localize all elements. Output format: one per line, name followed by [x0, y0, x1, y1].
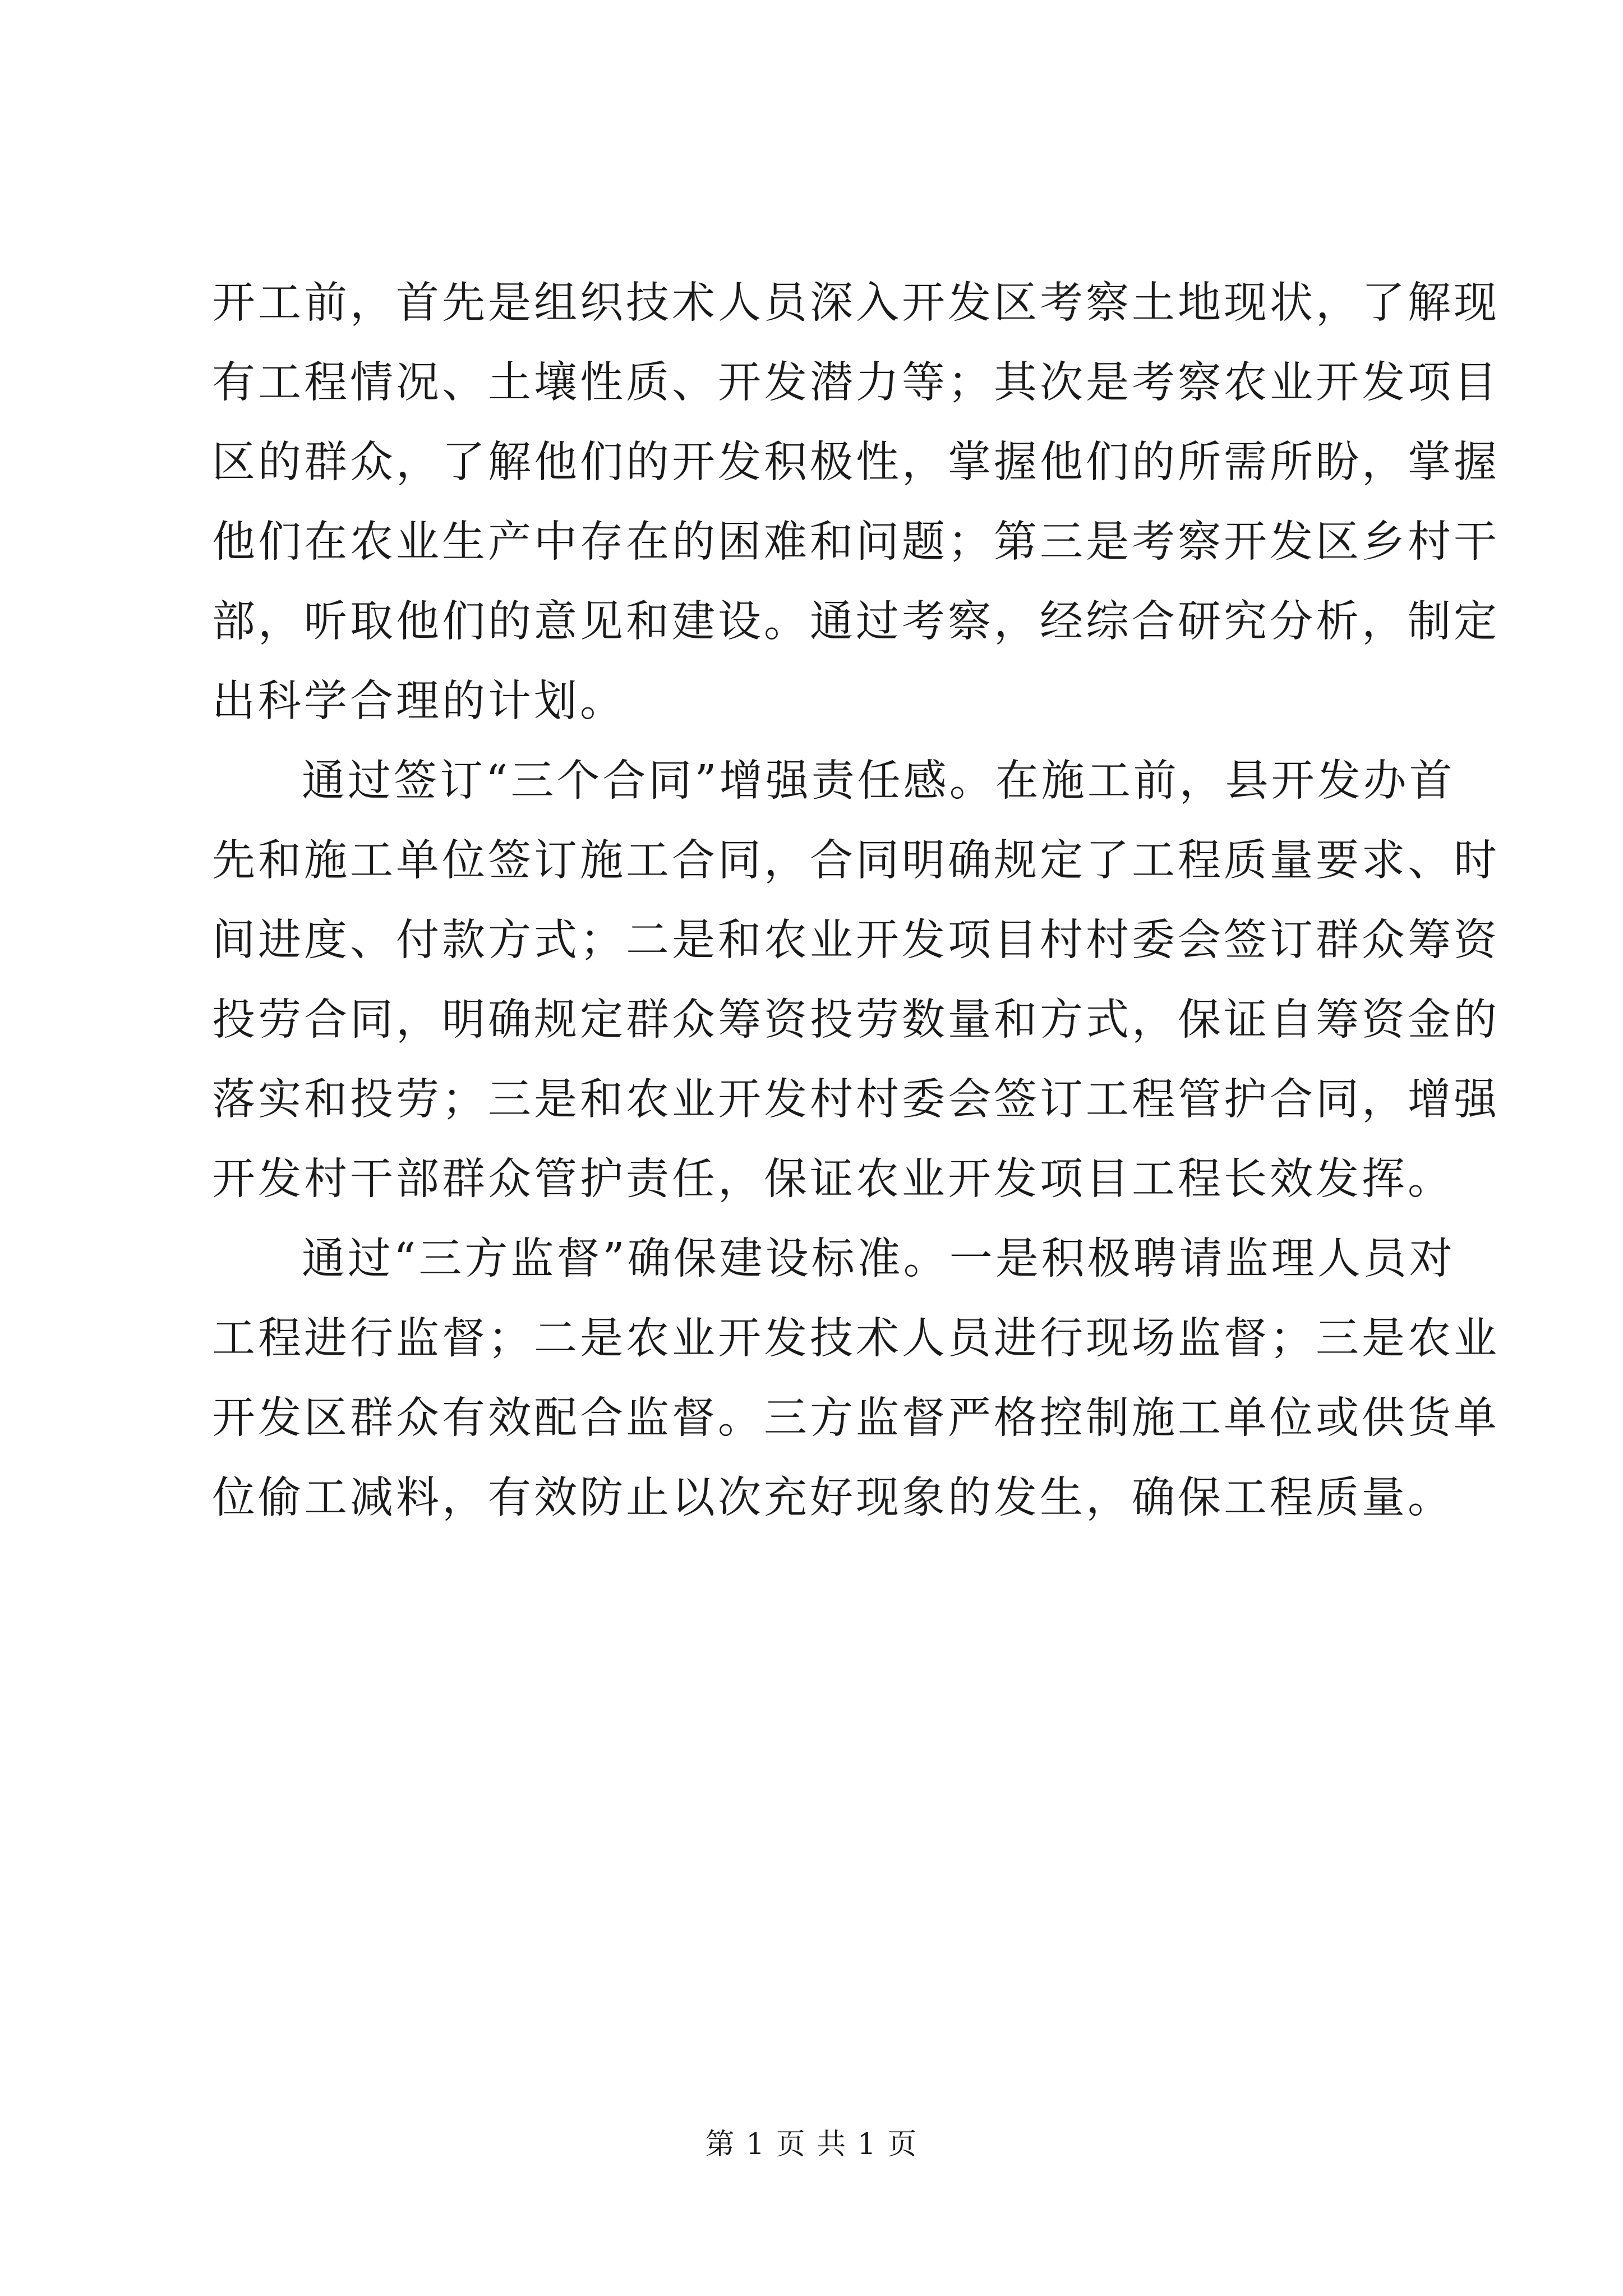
- text-line: 区的群众，了解他们的开发积极性，掌握他们的所需所盼，掌握: [212, 438, 1500, 487]
- document-body: [212, 264, 1500, 1538]
- text-line: 通过“三方监督”确保建设标准。一是积极聘请监理人员对: [302, 1234, 1455, 1284]
- text-line: 开发区群众有效配合监督。三方监督严格控制施工单位或供货单: [212, 1393, 1500, 1443]
- paragraph-2: [212, 742, 1500, 1220]
- text-line: 落实和投劳；三是和农业开发村村委会签订工程管护合同，增强: [212, 1075, 1500, 1125]
- text-line: 部，听取他们的意见和建设。通过考察，经综合研究分析，制定: [212, 597, 1500, 647]
- text-line: 他们在农业生产中存在的困难和问题；第三是考察开发区乡村干: [212, 517, 1500, 567]
- text-line: 位偷工减料，有效防止以次充好现象的发生，确保工程质量。: [212, 1473, 1454, 1523]
- paragraph-3: [212, 1220, 1500, 1538]
- text-line: 投劳合同，明确规定群众筹资投劳数量和方式，保证自筹资金的: [212, 995, 1500, 1045]
- text-line: 先和施工单位签订施工合同，合同明确规定了工程质量要求、时: [212, 836, 1500, 886]
- paragraph-1: [212, 264, 1500, 742]
- text-line: 工程进行监督；二是农业开发技术人员进行现场监督；三是农业: [212, 1314, 1500, 1364]
- text-line: 有工程情况、土壤性质、开发潜力等；其次是考察农业开发项目: [212, 358, 1500, 408]
- text-line: 开发村干部群众管护责任，保证农业开发项目工程长效发挥。: [212, 1154, 1454, 1204]
- text-line: 通过签订“三个合同”增强责任感。在施工前，县开发办首: [302, 756, 1455, 806]
- text-line: 开工前，首先是组织技术人员深入开发区考察土地现状，了解现: [212, 278, 1500, 328]
- page-footer: [0, 2120, 1623, 2162]
- page-number-label: 第 1 页 共 1 页: [705, 2128, 918, 2161]
- text-line: 出科学合理的计划。: [212, 677, 626, 726]
- text-line: 间进度、付款方式；二是和农业开发项目村村委会签订群众筹资: [212, 915, 1500, 965]
